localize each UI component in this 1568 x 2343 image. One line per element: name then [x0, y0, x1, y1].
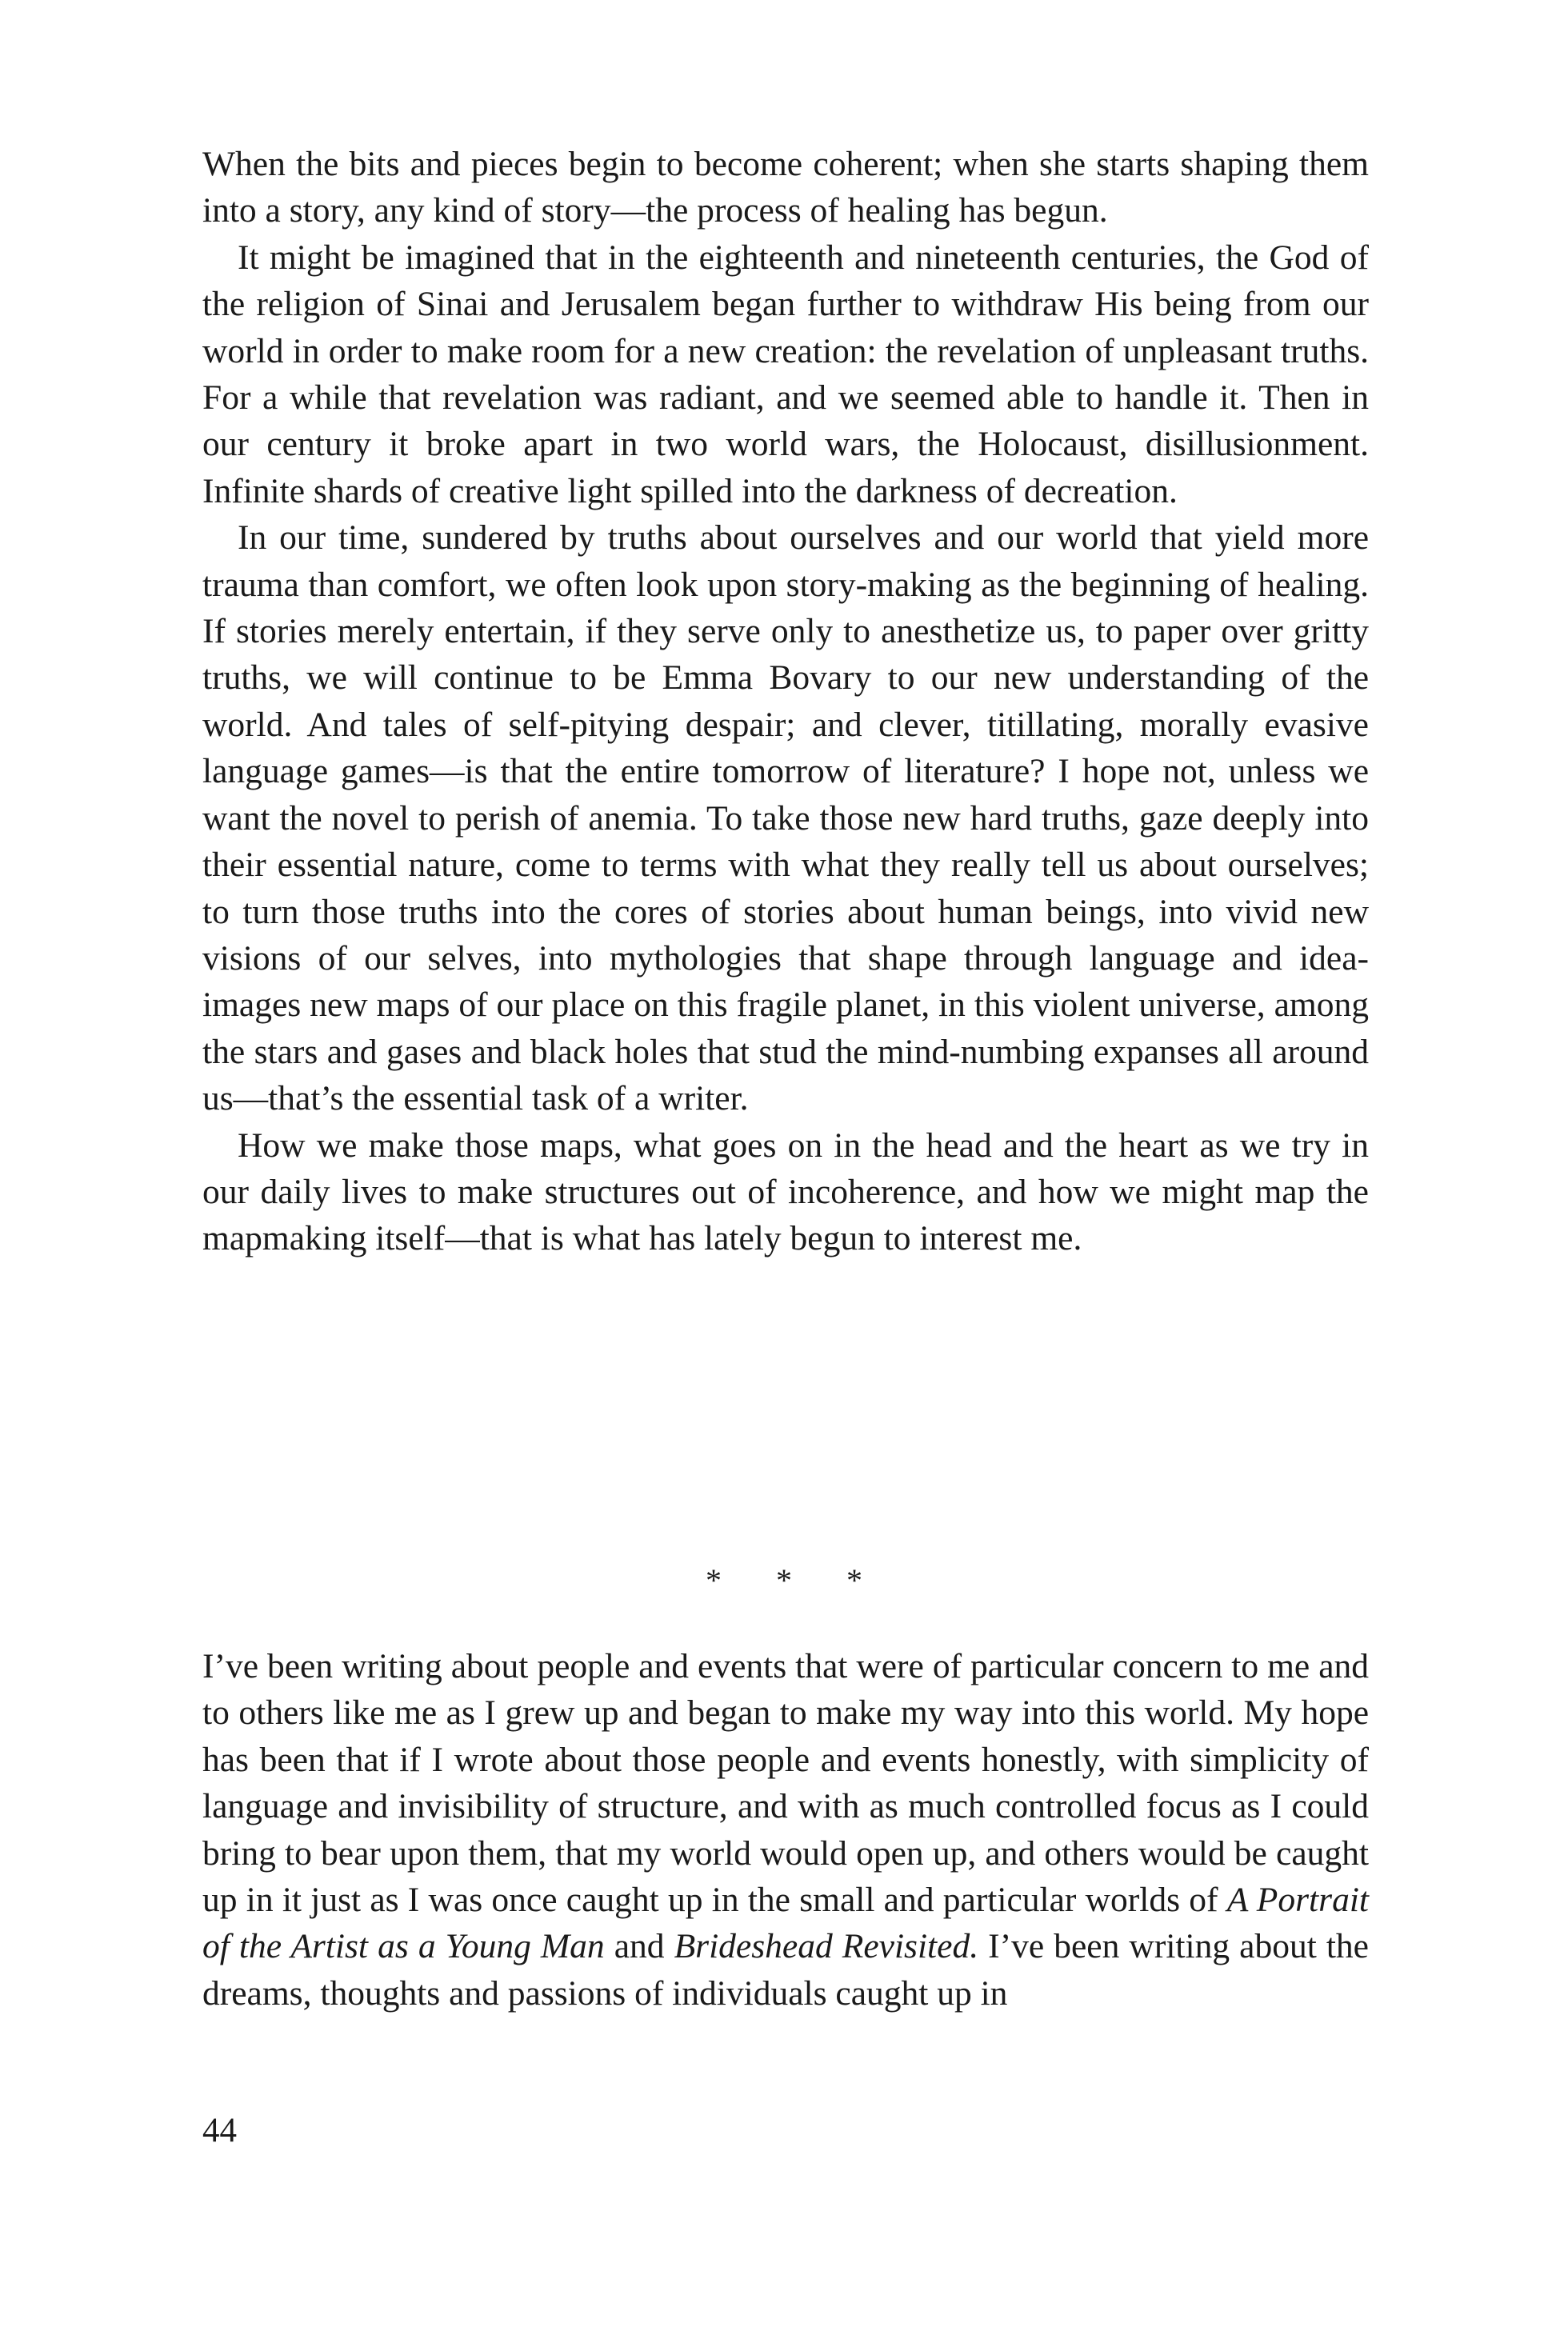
section-break-asterisks: * * * [706, 1562, 862, 1598]
paragraph-5-text-a: I’ve been writing about people and events that were of particular concern to me and to others like me as I grew up and began to make my way into this world. My hope has been that if I wrote about those people and events honestly, with simplicity of language and invisibility of structure, and with as much controlled focus as I could bring to bear upon them, that my world would open up, and others would be caught up in it just as I was once caught up in the small and particular worlds of [202, 1647, 1369, 1920]
paragraph-5-text-b: I’ve been writing about the dreams, thoughts and passions of individuals caught up in [202, 1927, 1369, 2013]
body-text-bottom [202, 1643, 1369, 2017]
page-number: 44 [202, 2112, 237, 2149]
paragraph-5 [202, 1643, 1369, 2017]
body-text-top [202, 141, 1369, 1262]
paragraph-5-conjunction: and [604, 1927, 674, 1966]
paragraph-1: When the bits and pieces begin to become coherent; when she starts shaping them into a story, any kind of story—the process of healing has begun. [202, 145, 1369, 230]
paragraph-2: It might be imagined that in the eighteenth and nineteenth centuries, the God of the religion of Sinai and Jerusalem began further to withdraw His being from our world in order to make room for a new creation: the revelation of unpleasant truths. For a while that revelation was radiant, and we seemed able to handle it. Then in our century it broke apart in two world wars, the Holocaust, disillusionment. Infinite shards of creative light spilled into the darkness of decreation. [202, 238, 1369, 510]
paragraph-3: In our time, sundered by truths about ourselves and our world that yield more trauma than comfort, we often look upon story-making as the beginning of healing. If stories merely entertain, if they serve only to anesthetize us, to paper over gritty truths, we will continue to be Emma Bovary to our new understanding of the world. And tales of self-pitying despair; and clever, titillating, morally evasive language games—is that the entire tomorrow of literature? I hope not, unless we want the novel to perish of anemia. To take those new hard truths, gaze deeply into their essential nature, come to terms with what they really tell us about ourselves; to turn those truths into the cores of stories about human beings, into vivid new visions of our selves, into mythologies that shape through language and idea-images new maps of our place on this fragile planet, in this violent universe, among the stars and gases and black holes that stud the mind-numbing expanses all around us—that’s the essential task of a writer. [202, 518, 1369, 1118]
book-title-portrait: A Portrait of the Artist as a Young Man [202, 1881, 1369, 1966]
paragraph-4: How we make those maps, what goes on in the head and the heart as we try in our daily lives to make structures out of incoherence, and how we might map the mapmaking itself—that is what has lately begun to interest me. [202, 1126, 1369, 1258]
book-title-brideshead: Brideshead Revisited. [674, 1927, 979, 1966]
